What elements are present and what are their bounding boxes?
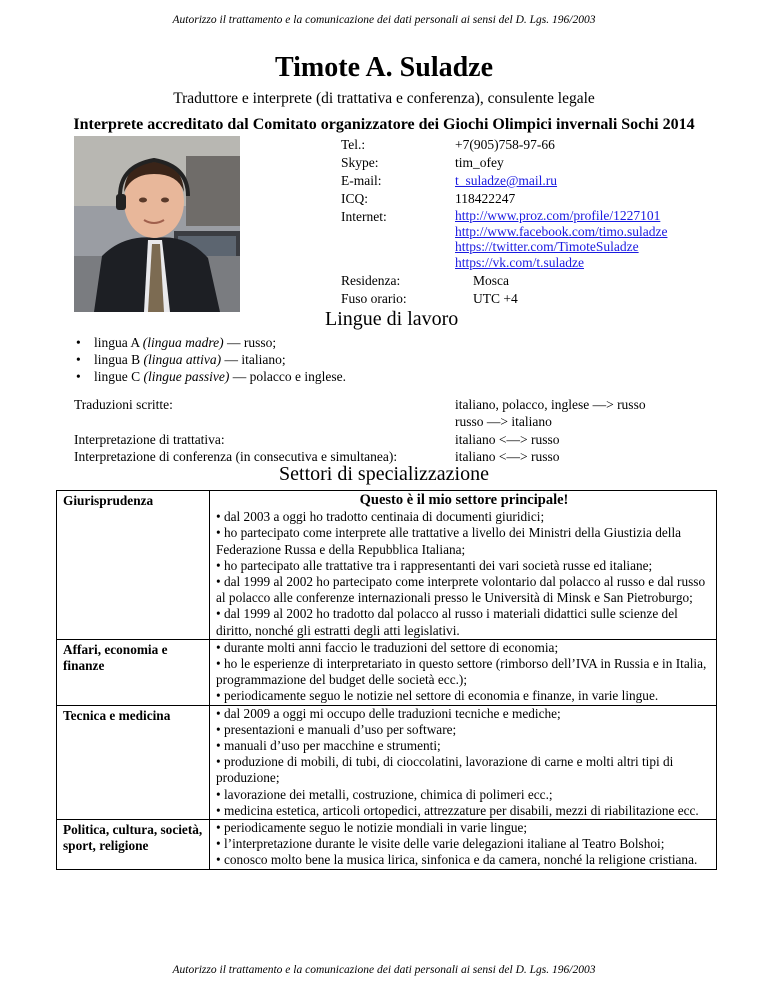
languages-heading: Lingue di lavoro [325,308,459,330]
tel-value: +7(905)758-97-66 [455,137,555,152]
email-label: E-mail: [341,173,382,188]
icq-label: ICQ: [341,191,368,206]
list-item: • ho partecipato alle trattative tra i rappresentanti dei vari società russe ed italiane; [216,558,712,574]
languages-list [76,334,346,385]
table-row [57,705,717,819]
specializations-table [56,490,717,870]
table-row [57,639,717,705]
accreditation-line: Interprete accreditato dal Comitato organizzatore dei Giochi Olimpici invernali Sochi 2014 [73,116,695,133]
facebook-link[interactable]: http://www.facebook.com/timo.suladze [455,223,668,239]
timezone-value: UTC +4 [473,291,518,306]
tel-label: Tel.: [341,137,366,152]
page-title: Timote A. Suladze [274,52,494,83]
category-business: Affari, economia e finanze [57,639,210,705]
list-item: • dal 2009 a oggi mi occupo delle traduzioni tecniche e mediche; [216,706,712,722]
email-link[interactable]: t_suladze@mail.ru [455,173,558,188]
list-item: • manuali d’uso per macchine e strumenti; [216,738,712,754]
header-legal-note: Autorizzo il trattamento e la comunicazione dei dati personali ai sensi del D. Lgs. 196/2003 [172,14,596,26]
internet-label: Internet: [341,209,387,224]
list-item: • periodicamente seguo le notizie nel settore di economia e finanze, in varie lingue. [216,688,712,704]
list-item: • ho partecipato come interprete alle trattative a livello dei Ministri della Giustizia della Federazione Russa e della Repubblica Italiana; [216,525,712,557]
list-item: • lingua A (lingua madre) — russo; [76,334,346,351]
specializations-heading: Settori di specializzazione [279,463,489,485]
written-direction-1: italiano, polacco, inglese —> russo [455,397,646,412]
negotiation-direction: italiano <—> russo [455,432,560,447]
list-item: • medicina estetica, articoli ortopedici, attrezzature per disabili, mezzi di riabilitazione ecc. [216,803,712,819]
subtitle: Traduttore e interprete (di trattativa e conferenza), consulente legale [173,90,595,107]
skype-value: tim_ofey [455,155,504,170]
negotiation-label: Interpretazione di trattativa: [74,432,225,447]
category-politics: Politica, cultura, società, sport, religione [57,820,210,870]
list-item: • dal 1999 al 2002 ho tradotto dal polacco al russo i materiali didattici sulle scienze del diritto, nonché gli estratti degli atti legislativi. [216,606,712,638]
list-item: • lingua B (lingua attiva) — italiano; [76,351,346,368]
conference-direction: italiano <—> russo [455,449,560,464]
table-row [57,491,717,640]
list-item: • ho le esperienze di interpretariato in questo settore (rimborso dell’IVA in Russia e in Italia, programmazione del budget delle società ecc.); [216,656,712,688]
law-details [210,491,717,640]
tech-details [210,705,717,819]
proz-link[interactable]: http://www.proz.com/profile/1227101 [455,208,661,223]
written-label: Traduzioni scritte: [74,397,173,412]
principal-field-note: Questo è il mio settore principale! [359,492,569,508]
table-row [57,820,717,870]
icq-value: 118422247 [455,191,516,206]
vk-link[interactable]: https://vk.com/t.suladze [455,254,584,270]
category-law: Giurisprudenza [57,491,210,640]
written-direction-2: russo —> italiano [455,414,552,429]
list-item: • periodicamente seguo le notizie mondiali in varie lingue; [216,820,712,836]
list-item: • presentazioni e manuali d’uso per software; [216,722,712,738]
timezone-label: Fuso orario: [341,291,407,306]
list-item: • dal 1999 al 2002 ho partecipato come interprete volontario dal polacco al russo e dal russo al polacco alle conferenze internazionali presso le Università di Minsk e San Pietroburgo; [216,574,712,606]
internet-links [455,208,667,270]
list-item: • produzione di mobili, di tubi, di cioccolatini, lavorazione di carne e molti altri tipi di produzione; [216,754,712,786]
list-item: • lavorazione dei metalli, costruzione, chimica di polimeri ecc.; [216,787,712,803]
list-item: • l’interpretazione durante le visite delle varie delegazioni italiane al Teatro Bolshoi; [216,836,712,852]
footer-legal-note: Autorizzo il trattamento e la comunicazione dei dati personali ai sensi del D. Lgs. 196/2003 [172,964,596,976]
list-item: • lingue C (lingue passive) — polacco e inglese. [76,368,346,385]
twitter-link[interactable]: https://twitter.com/TimoteSuladze [455,239,639,254]
residence-value: Mosca [473,273,509,288]
list-item: • conosco molto bene la musica lirica, sinfonica e da camera, nonché la religione cristiana. [216,852,712,868]
business-details [210,639,717,705]
list-item: • dal 2003 a oggi ho tradotto centinaia di documenti giuridici; [216,509,712,525]
list-item: • durante molti anni faccio le traduzioni del settore di economia; [216,640,712,656]
category-tech: Tecnica e medicina [57,705,210,819]
profile-photo [74,136,240,312]
residence-label: Residenza: [341,273,401,288]
conference-label: Interpretazione di conferenza (in consecutiva e simultanea): [74,449,398,464]
politics-details [210,820,717,870]
skype-label: Skype: [341,155,379,170]
